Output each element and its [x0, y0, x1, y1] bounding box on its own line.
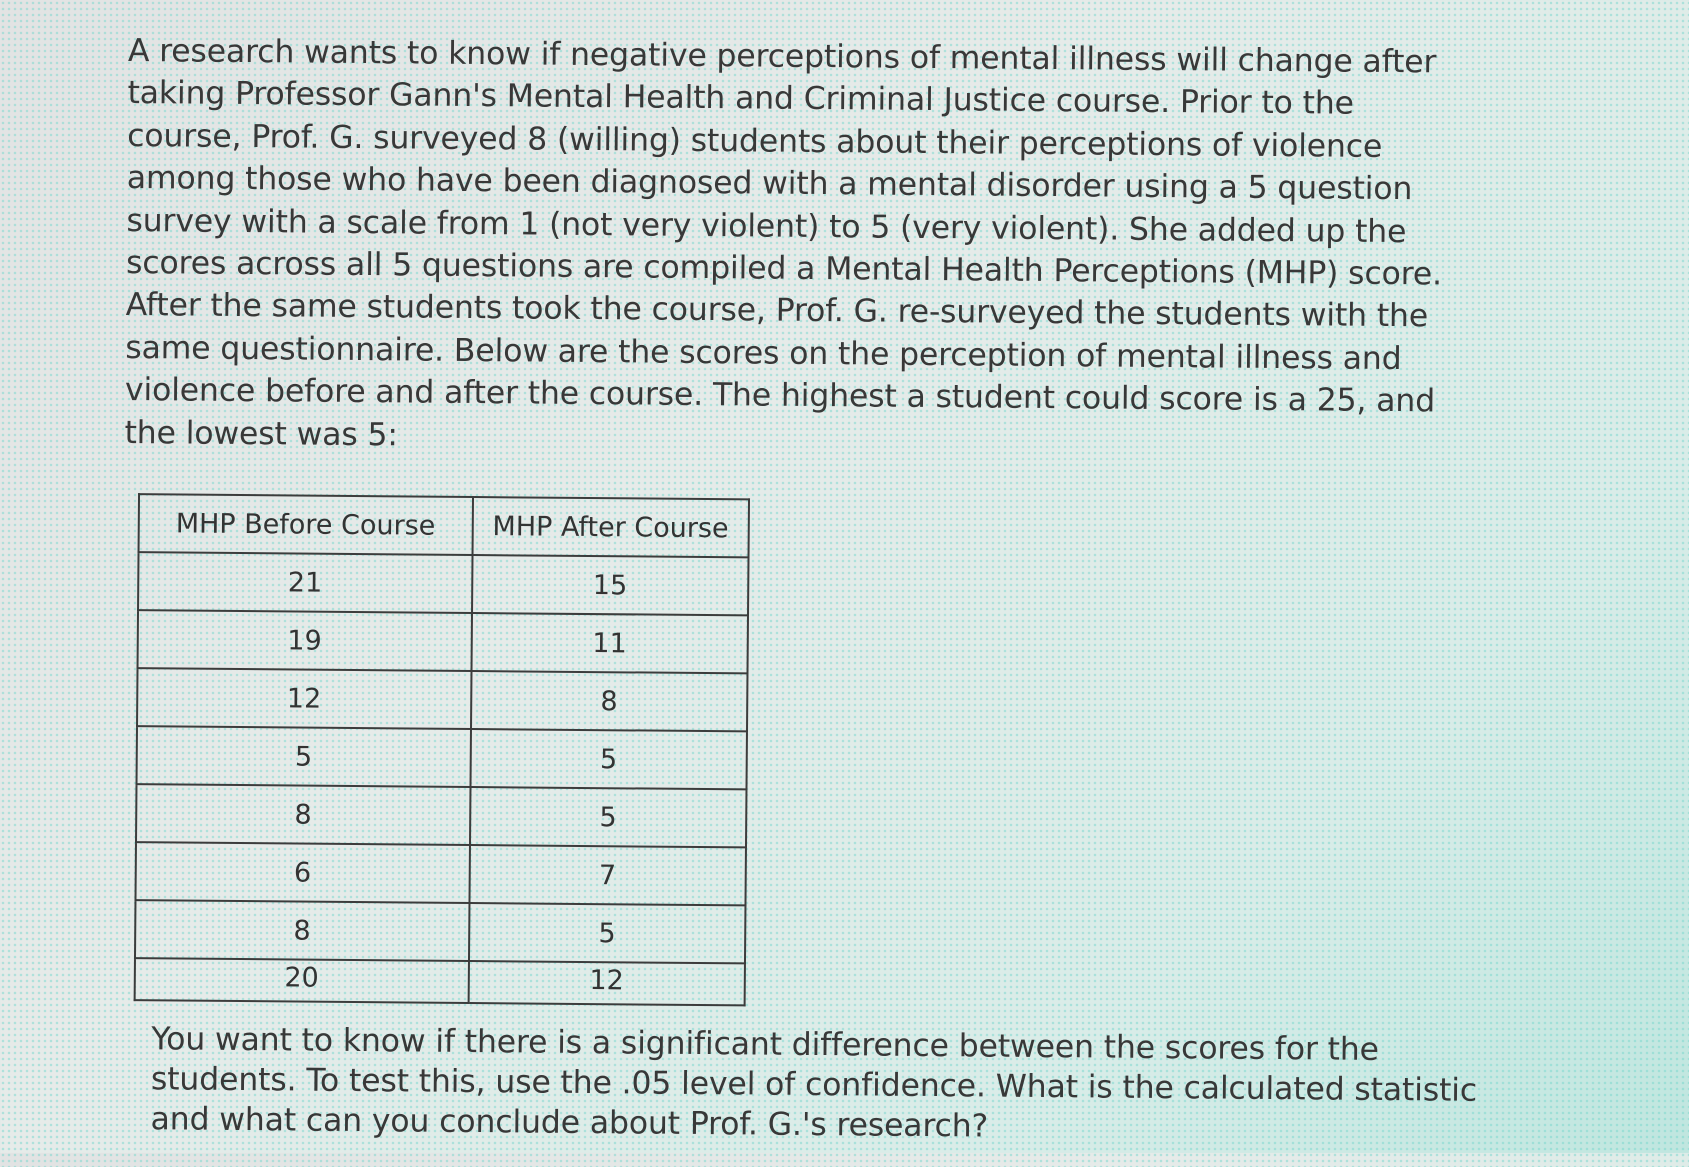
intro-line: the lowest was 5:: [124, 414, 398, 454]
question-line: and what can you conclude about Prof. G.'s research?: [150, 1101, 989, 1145]
table-row: [137, 668, 747, 731]
intro-line: among those who have been diagnosed with a mental disorder using a 5 question: [126, 160, 1413, 208]
intro-line: violence before and after the course. The highest a student could score is a 25, and: [124, 372, 1436, 420]
cell-after: 5: [470, 729, 747, 789]
intro-line: scores across all 5 questions are compiled a Mental Health Perceptions (MHP) score.: [125, 245, 1443, 293]
intro-line: After the same students took the course, Prof. G. re-surveyed the students with the: [125, 287, 1429, 335]
table-row: [138, 610, 748, 673]
table-row: [135, 842, 745, 905]
problem-intro-paragraph: [124, 30, 1458, 466]
cell-after: 12: [468, 961, 745, 1005]
cell-before: 19: [138, 610, 472, 671]
cell-after: 5: [470, 787, 747, 847]
cell-before: 12: [137, 668, 471, 729]
header-mhp-after: MHP After Course: [472, 497, 749, 557]
question-line: You want to know if there is a significant difference between the scores for the: [151, 1021, 1379, 1068]
cell-after: 5: [469, 903, 746, 963]
table-row: [137, 726, 747, 789]
intro-line: taking Professor Gann's Mental Health and Criminal Justice course. Prior to the: [127, 75, 1354, 123]
table-row: [136, 784, 746, 847]
cell-after: 7: [469, 845, 746, 905]
question-paragraph: [150, 1019, 1478, 1150]
cell-before: 8: [136, 784, 470, 845]
mhp-scores-table: [134, 493, 750, 1006]
intro-line: same questionnaire. Below are the scores on the perception of mental illness and: [125, 329, 1402, 377]
cell-after: 15: [472, 555, 749, 615]
table-row: [135, 900, 745, 963]
intro-line: survey with a scale from 1 (not very violent) to 5 (very violent). She added up the: [126, 202, 1407, 250]
intro-line: A research wants to know if negative perceptions of mental illness will change after: [127, 32, 1437, 81]
cell-before: 8: [135, 900, 469, 961]
cell-before: 20: [135, 958, 469, 1003]
table-row: [138, 552, 748, 615]
cell-before: 21: [138, 552, 472, 613]
table-header-row: [139, 494, 749, 557]
cell-after: 11: [471, 613, 748, 673]
cell-after: 8: [471, 671, 748, 731]
cell-before: 6: [135, 842, 469, 903]
cell-before: 5: [137, 726, 471, 787]
table-row: [135, 958, 745, 1005]
header-mhp-before: MHP Before Course: [139, 494, 473, 555]
intro-line: course, Prof. G. surveyed 8 (willing) students about their perceptions of violence: [127, 117, 1383, 165]
question-line: students. To test this, use the .05 level of confidence. What is the calculated statistic: [150, 1061, 1478, 1109]
